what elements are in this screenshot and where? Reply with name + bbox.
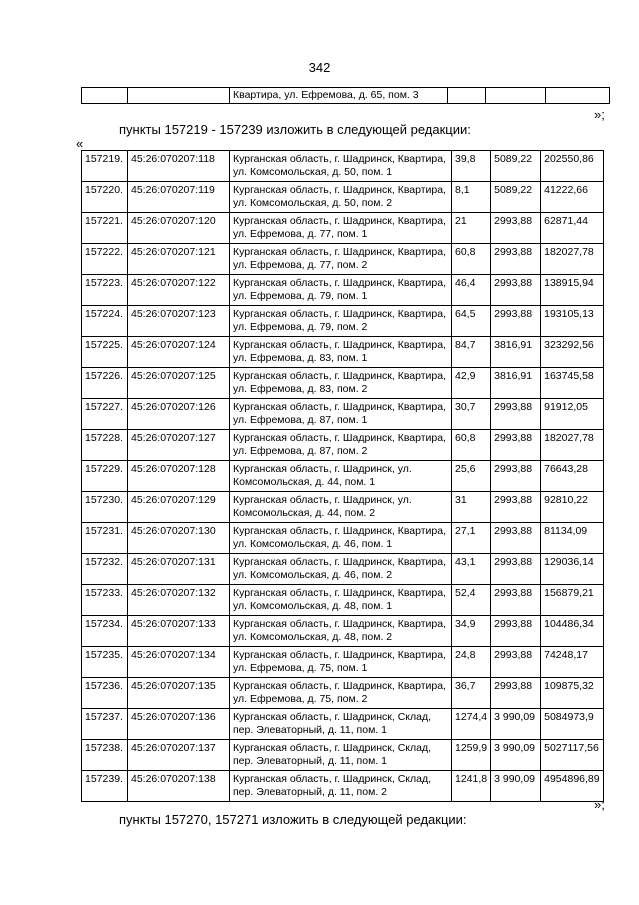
cell-address: Курганская область, г. Шадринск, Квартира, ул. Ефремова, д. 87, пом. 2: [230, 430, 452, 461]
table-row: [82, 88, 610, 104]
cell-number: 157219.: [82, 151, 128, 182]
cell-cadastral: 45:26:070207:126: [128, 399, 230, 430]
cell-address: Курганская область, г. Шадринск, Квартира, ул. Комсомольская, д. 46, пом. 1: [230, 523, 452, 554]
cell-address: Курганская область, г. Шадринск, Квартира, ул. Комсомольская, д. 46, пом. 2: [230, 554, 452, 585]
table-row: [82, 213, 604, 244]
cell-address: Курганская область, г. Шадринск, Квартира, ул. Комсомольская, д. 50, пом. 1: [230, 151, 452, 182]
cell-address: Курганская область, г. Шадринск, Квартира, ул. Ефремова, д. 87, пом. 1: [230, 399, 452, 430]
cell-address: Курганская область, г. Шадринск, ул. Комсомольская, д. 44, пом. 2: [230, 492, 452, 523]
cell-area: 1259,9: [452, 740, 491, 771]
cell-area: 64,5: [452, 306, 491, 337]
cell-area: 34,9: [452, 616, 491, 647]
cell-area: 1241,8: [452, 771, 491, 802]
cell-cadastral: 45:26:070207:121: [128, 244, 230, 275]
table-row: [82, 399, 604, 430]
cell-area: 52,4: [452, 585, 491, 616]
table-row: [82, 709, 604, 740]
opening-quote: «: [76, 136, 84, 151]
cell-cadastral: 45:26:070207:127: [128, 430, 230, 461]
cell-cadastral: 45:26:070207:128: [128, 461, 230, 492]
cell-area: 60,8: [452, 244, 491, 275]
table-row: [82, 430, 604, 461]
cell-number: 157229.: [82, 461, 128, 492]
cell-cadastral: 45:26:070207:135: [128, 678, 230, 709]
cell-number: 157222.: [82, 244, 128, 275]
cell-area: 42,9: [452, 368, 491, 399]
table-row: [82, 585, 604, 616]
cell-address: Курганская область, г. Шадринск, Квартира, ул. Ефремова, д. 83, пом. 1: [230, 337, 452, 368]
cell-value: 182027,78: [541, 244, 603, 275]
cell-number: 157227.: [82, 399, 128, 430]
cell-rate: [486, 88, 546, 104]
cell-cadastral: 45:26:070207:120: [128, 213, 230, 244]
cell-area: 30,7: [452, 399, 491, 430]
cell-value: 156879,21: [541, 585, 603, 616]
cell-area: 8,1: [452, 182, 491, 213]
cell-value: 163745,58: [541, 368, 603, 399]
cell-cadastral: 45:26:070207:133: [128, 616, 230, 647]
closing-quote: »;: [594, 107, 605, 122]
paragraph-instruction: пункты 157270, 157271 изложить в следующей редакции:: [119, 812, 467, 827]
cell-number: 157237.: [82, 709, 128, 740]
cell-value: 202550,86: [541, 151, 603, 182]
table-row: [82, 771, 604, 802]
cell-value: 92810,22: [541, 492, 603, 523]
cell-rate: 3 990,09: [491, 771, 541, 802]
table-row: [82, 647, 604, 678]
cell-value: 138915,94: [541, 275, 603, 306]
cell-value: 323292,56: [541, 337, 603, 368]
cell-area: 36,7: [452, 678, 491, 709]
table-row: [82, 244, 604, 275]
table-row: [82, 740, 604, 771]
table-row: [82, 616, 604, 647]
cell-cadastral: 45:26:070207:124: [128, 337, 230, 368]
cell-number: 157226.: [82, 368, 128, 399]
cell-value: 129036,14: [541, 554, 603, 585]
cell-value: 91912,05: [541, 399, 603, 430]
cell-rate: 2993,88: [491, 523, 541, 554]
cell-value: 41222,66: [541, 182, 603, 213]
cell-rate: 3 990,09: [491, 740, 541, 771]
cell-number: 157221.: [82, 213, 128, 244]
cell-cadastral: 45:26:070207:119: [128, 182, 230, 213]
cell-rate: 2993,88: [491, 585, 541, 616]
cell-area: 60,8: [452, 430, 491, 461]
cell-cadastral: [128, 88, 230, 104]
cell-value: [546, 88, 610, 104]
cell-area: 84,7: [452, 337, 491, 368]
cell-number: 157230.: [82, 492, 128, 523]
cell-cadastral: 45:26:070207:131: [128, 554, 230, 585]
cell-address: Курганская область, г. Шадринск, Квартира, ул. Комсомольская, д. 48, пом. 1: [230, 585, 452, 616]
cell-address: Курганская область, г. Шадринск, Квартира, ул. Комсомольская, д. 50, пом. 2: [230, 182, 452, 213]
cell-rate: 2993,88: [491, 647, 541, 678]
cell-cadastral: 45:26:070207:129: [128, 492, 230, 523]
cell-rate: 2993,88: [491, 244, 541, 275]
cell-area: [448, 88, 486, 104]
cell-rate: 5089,22: [491, 151, 541, 182]
cell-number: 157236.: [82, 678, 128, 709]
cell-address: Курганская область, г. Шадринск, Квартира, ул. Ефремова, д. 75, пом. 2: [230, 678, 452, 709]
cell-rate: 3816,91: [491, 337, 541, 368]
cell-area: 46,4: [452, 275, 491, 306]
table-row: [82, 461, 604, 492]
cell-area: 43,1: [452, 554, 491, 585]
cell-number: 157228.: [82, 430, 128, 461]
cell-address: Курганская область, г. Шадринск, Квартира, ул. Ефремова, д. 77, пом. 1: [230, 213, 452, 244]
table-row: [82, 678, 604, 709]
cell-rate: 5089,22: [491, 182, 541, 213]
table-row: [82, 275, 604, 306]
cell-address: Курганская область, г. Шадринск, Склад, пер. Элеваторный, д. 11, пом. 2: [230, 771, 452, 802]
table-row: [82, 554, 604, 585]
table-row: [82, 523, 604, 554]
previous-table-fragment: [81, 87, 610, 104]
table-row: [82, 182, 604, 213]
cell-cadastral: 45:26:070207:122: [128, 275, 230, 306]
cell-rate: 2993,88: [491, 554, 541, 585]
cell-number: 157232.: [82, 554, 128, 585]
cell-rate: 2993,88: [491, 616, 541, 647]
cell-address: Курганская область, г. Шадринск, Склад, пер. Элеваторный, д. 11, пом. 1: [230, 709, 452, 740]
cell-address: Курганская область, г. Шадринск, Квартира, ул. Ефремова, д. 79, пом. 1: [230, 275, 452, 306]
cell-number: 157224.: [82, 306, 128, 337]
cell-value: 5027117,56: [541, 740, 603, 771]
cell-number: 157235.: [82, 647, 128, 678]
cell-area: 1274,4: [452, 709, 491, 740]
cell-area: 27,1: [452, 523, 491, 554]
cell-area: 25,6: [452, 461, 491, 492]
cadastral-table: [81, 150, 604, 802]
cell-number: 157233.: [82, 585, 128, 616]
cell-address: Курганская область, г. Шадринск, ул. Комсомольская, д. 44, пом. 1: [230, 461, 452, 492]
cell-cadastral: 45:26:070207:138: [128, 771, 230, 802]
cell-rate: 3816,91: [491, 368, 541, 399]
cell-number: 157238.: [82, 740, 128, 771]
cell-number: 157223.: [82, 275, 128, 306]
cell-address: Курганская область, г. Шадринск, Квартира, ул. Комсомольская, д. 48, пом. 2: [230, 616, 452, 647]
table-row: [82, 306, 604, 337]
cell-cadastral: 45:26:070207:118: [128, 151, 230, 182]
cell-address: Квартира, ул. Ефремова, д. 65, пом. 3: [230, 88, 448, 104]
cell-area: 31: [452, 492, 491, 523]
cell-value: 5084973,9: [541, 709, 603, 740]
cell-value: 193105,13: [541, 306, 603, 337]
cell-address: Курганская область, г. Шадринск, Квартира, ул. Ефремова, д. 77, пом. 2: [230, 244, 452, 275]
cell-rate: 3 990,09: [491, 709, 541, 740]
cell-value: 76643,28: [541, 461, 603, 492]
cell-area: 21: [452, 213, 491, 244]
table-row: [82, 337, 604, 368]
cell-area: 39,8: [452, 151, 491, 182]
cell-rate: 2993,88: [491, 492, 541, 523]
cell-address: Курганская область, г. Шадринск, Квартира, ул. Ефремова, д. 75, пом. 1: [230, 647, 452, 678]
cell-number: 157220.: [82, 182, 128, 213]
cell-number: 157225.: [82, 337, 128, 368]
cell-cadastral: 45:26:070207:125: [128, 368, 230, 399]
cell-rate: 2993,88: [491, 461, 541, 492]
cell-address: Курганская область, г. Шадринск, Склад, пер. Элеваторный, д. 11, пом. 1: [230, 740, 452, 771]
cell-value: 81134,09: [541, 523, 603, 554]
cell-value: 74248,17: [541, 647, 603, 678]
cell-value: 109875,32: [541, 678, 603, 709]
cell-cadastral: 45:26:070207:132: [128, 585, 230, 616]
paragraph-instruction: пункты 157219 - 157239 изложить в следующей редакции:: [119, 122, 471, 137]
cell-number: 157231.: [82, 523, 128, 554]
cell-address: Курганская область, г. Шадринск, Квартира, ул. Ефремова, д. 79, пом. 2: [230, 306, 452, 337]
cell-cadastral: 45:26:070207:136: [128, 709, 230, 740]
closing-quote: »;: [594, 797, 605, 812]
cell-address: Курганская область, г. Шадринск, Квартира, ул. Ефремова, д. 83, пом. 2: [230, 368, 452, 399]
cell-cadastral: 45:26:070207:130: [128, 523, 230, 554]
cell-cadastral: 45:26:070207:134: [128, 647, 230, 678]
table-row: [82, 151, 604, 182]
cell-cadastral: 45:26:070207:123: [128, 306, 230, 337]
cell-area: 24,8: [452, 647, 491, 678]
cell-rate: 2993,88: [491, 275, 541, 306]
page-number: 342: [308, 60, 331, 75]
table-row: [82, 492, 604, 523]
cell-cadastral: 45:26:070207:137: [128, 740, 230, 771]
cell-rate: 2993,88: [491, 213, 541, 244]
table-row: [82, 368, 604, 399]
cell-number: 157239.: [82, 771, 128, 802]
cell-rate: 2993,88: [491, 678, 541, 709]
cell-number: 157234.: [82, 616, 128, 647]
cell-value: 62871,44: [541, 213, 603, 244]
cell-value: 104486,34: [541, 616, 603, 647]
cell-rate: 2993,88: [491, 430, 541, 461]
cell-value: 182027,78: [541, 430, 603, 461]
cell-value: 4954896,89: [541, 771, 603, 802]
cell-rate: 2993,88: [491, 306, 541, 337]
cell-rate: 2993,88: [491, 399, 541, 430]
cell-number: [82, 88, 128, 104]
